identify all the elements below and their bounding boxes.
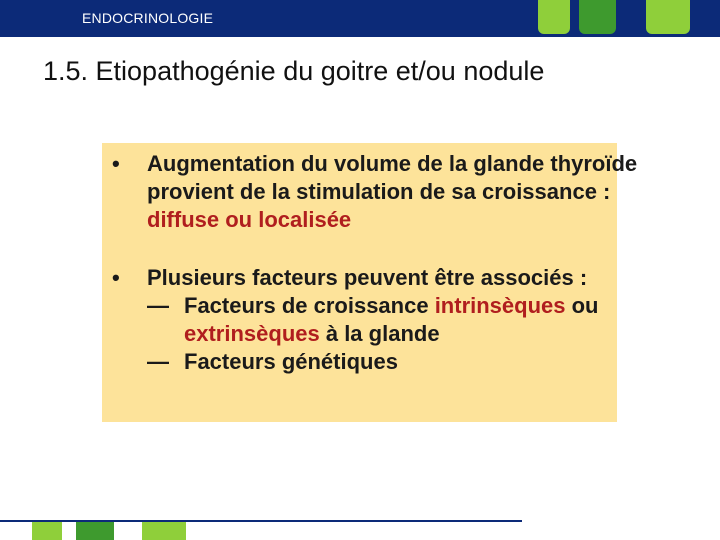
slide-title: 1.5. Etiopathogénie du goitre et/ou nodule — [43, 56, 545, 86]
decorative-tab — [76, 522, 114, 540]
bullet-marker: • — [112, 265, 120, 290]
sub-marker: — — [147, 349, 169, 374]
bullet-item — [110, 150, 670, 234]
decorative-tab — [579, 0, 616, 34]
slide-content — [110, 150, 670, 376]
decorative-tab — [142, 522, 186, 540]
section-label: ENDOCRINOLOGIE — [82, 10, 214, 26]
sub-item — [147, 292, 670, 348]
sub-text: Facteurs de croissance — [184, 293, 435, 318]
sub-text: ou — [565, 293, 599, 318]
emphasis-text: extrinsèques — [184, 321, 320, 346]
sub-text: Facteurs génétiques — [184, 349, 398, 374]
bullet-marker: • — [112, 151, 120, 176]
bullet-text: Plusieurs facteurs peuvent être associés : — [147, 265, 588, 290]
decorative-tab — [538, 0, 570, 34]
bullet-text: Augmentation du volume de la glande thyroïde provient de la stimulation de sa croissance : — [147, 151, 638, 204]
decorative-tab — [646, 0, 690, 34]
emphasis-text: intrinsèques — [434, 293, 566, 318]
decorative-tab — [32, 522, 62, 540]
emphasis-text: diffuse ou localisée — [147, 207, 352, 232]
bullet-item — [110, 264, 670, 376]
sub-item — [147, 348, 670, 376]
sub-text: à la glande — [319, 321, 440, 346]
sub-marker: — — [147, 293, 169, 318]
